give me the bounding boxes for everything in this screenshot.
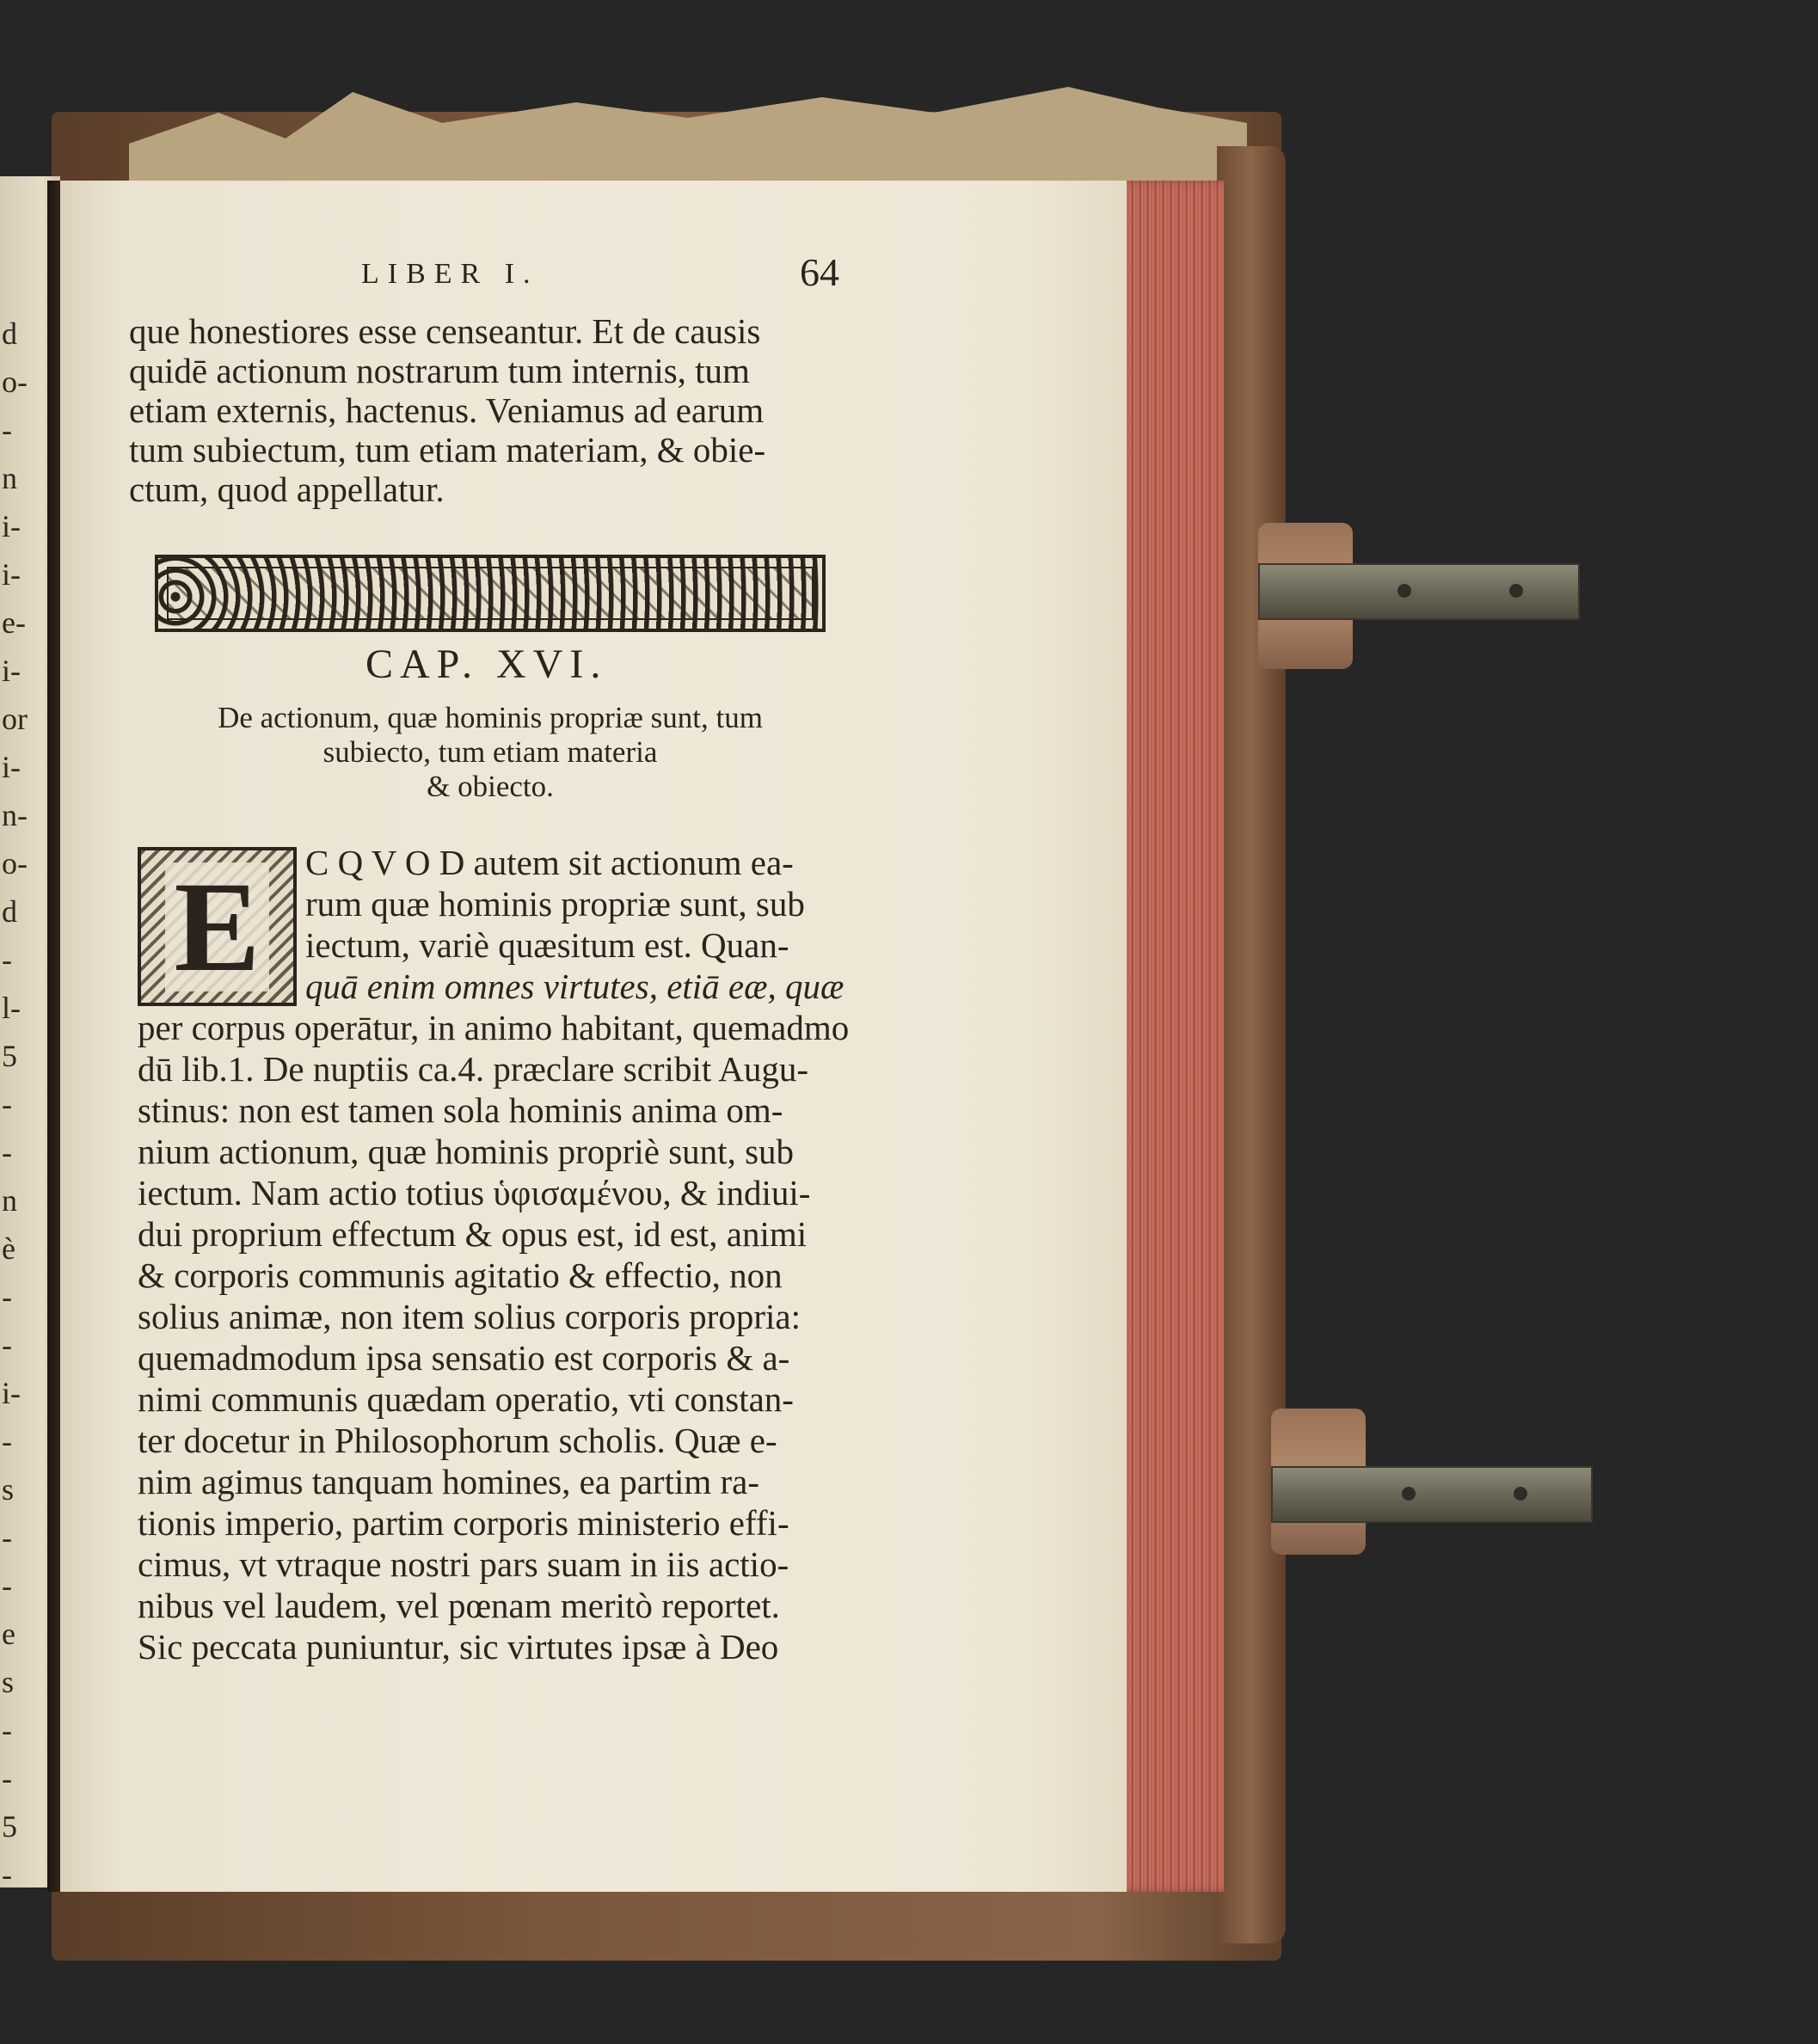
text-line: nim agimus tanquam homines, ea partim ra- bbox=[138, 1462, 760, 1501]
text-line: C Q V O D autem sit actionum ea- bbox=[305, 843, 794, 882]
left-page-fragment: n- bbox=[2, 798, 28, 832]
text-line: que honestiores esse censeantur. Et de causis bbox=[129, 311, 761, 351]
text-line: quā enim omnes virtutes, etiā eæ, quæ bbox=[305, 967, 845, 1006]
left-page-fragment: o- bbox=[2, 846, 28, 881]
left-page-fragment: i- bbox=[2, 750, 21, 784]
left-page-fragment: l- bbox=[2, 991, 21, 1025]
left-page-fragment: n bbox=[2, 461, 17, 495]
summary-line: subiecto, tum etiam materia bbox=[322, 735, 658, 769]
left-page-fragment: - bbox=[2, 1424, 12, 1458]
left-page-fragment: - bbox=[2, 942, 12, 977]
left-page-fragment: o- bbox=[2, 365, 28, 399]
running-head: LIBER I. bbox=[361, 258, 539, 290]
left-page-fragment: 5 bbox=[2, 1039, 17, 1073]
left-page-fragment: or bbox=[2, 702, 28, 736]
left-page-fragment: e bbox=[2, 1906, 15, 1940]
left-page-fragment: - bbox=[2, 1857, 12, 1892]
left-page-fragment: 5 bbox=[2, 1809, 17, 1844]
left-page-fragment: s bbox=[2, 1472, 15, 1507]
left-page-fragment: - bbox=[2, 1087, 12, 1121]
text-line: dui proprium effectum & opus est, id est, animi bbox=[138, 1214, 808, 1254]
text-line: nium actionum, quæ hominis propriè sunt, sub bbox=[138, 1132, 795, 1171]
summary-line: De actionum, quæ hominis propriæ sunt, tum bbox=[218, 701, 763, 734]
page-number: 64 bbox=[800, 250, 839, 294]
text-line: dū lib.1. De nuptiis ca.4. præclare scribit Augu- bbox=[138, 1049, 808, 1089]
text-line: Sic peccata puniuntur, sic virtutes ipsæ à Deo bbox=[138, 1627, 779, 1667]
text-line: solius animæ, non item solius corporis propria: bbox=[138, 1297, 801, 1336]
text-line: cimus, vt vtraque nostri pars suam in iis actio- bbox=[138, 1544, 789, 1584]
text-line: rum quæ hominis propriæ sunt, sub bbox=[305, 884, 805, 924]
text-line: nimi communis quædam operatio, vti constan- bbox=[138, 1379, 794, 1419]
left-page-fragment: - bbox=[2, 1568, 12, 1603]
left-page-fragment: i- bbox=[2, 654, 21, 688]
text-line: quidē actionum nostrarum tum internis, tum bbox=[129, 351, 750, 390]
left-page-fragment: - bbox=[2, 1713, 12, 1747]
text-line: & corporis communis agitatio & effectio, non bbox=[138, 1255, 783, 1295]
text-line: quemadmodum ipsa sensatio est corporis & a- bbox=[138, 1338, 790, 1378]
left-page-fragment: - bbox=[2, 1761, 12, 1795]
text-line: tionis imperio, partim corporis ministerio effi- bbox=[138, 1503, 789, 1543]
left-page-fragment: d bbox=[2, 316, 17, 351]
left-page-fragment: è bbox=[2, 1231, 15, 1266]
text-line: stinus: non est tamen sola hominis anima om- bbox=[138, 1090, 783, 1130]
left-page-fragment: - bbox=[2, 1328, 12, 1362]
left-page-fragment: s bbox=[2, 1665, 15, 1699]
text-line: ter docetur in Philosophorum scholis. Quæ e- bbox=[138, 1421, 777, 1460]
drop-cap-initial bbox=[138, 847, 297, 1006]
left-page-fragment: e bbox=[2, 1617, 15, 1651]
text-line: per corpus operātur, in animo habitant, quemadmo bbox=[138, 1008, 850, 1047]
text-line: iectum. Nam actio totius ὑφισαμένου, & indiui- bbox=[138, 1173, 811, 1212]
chapter-title: CAP. XVI. bbox=[365, 641, 608, 687]
left-page-fragment: - bbox=[2, 413, 12, 447]
ornamental-headpiece bbox=[155, 555, 826, 632]
left-page-fragment: d bbox=[2, 894, 17, 929]
torn-page-top bbox=[129, 82, 1247, 185]
summary-line: & obiecto. bbox=[427, 770, 554, 803]
cover-fore-edge bbox=[1217, 146, 1286, 1943]
text-line: nibus vel laudem, vel pœnam meritò reportet. bbox=[138, 1586, 780, 1625]
drop-cap-letter: E bbox=[165, 862, 268, 991]
left-page-fragment: i- bbox=[2, 1376, 21, 1410]
text-line: etiam externis, hactenus. Veniamus ad earum bbox=[129, 390, 765, 430]
left-page-fragment: e- bbox=[2, 605, 26, 640]
left-page-fragment: n bbox=[2, 1183, 17, 1218]
left-page-fragment: - bbox=[2, 1520, 12, 1555]
left-page-fragment: - bbox=[2, 1280, 12, 1314]
text-line: tum subiectum, tum etiam materiam, & obie- bbox=[129, 430, 766, 470]
text-line: iectum, variè quæsitum est. Quan- bbox=[305, 925, 789, 965]
left-page-fragment: i- bbox=[2, 509, 21, 543]
left-page-fragment: i- bbox=[2, 557, 21, 592]
text-line: ctum, quod appellatur. bbox=[129, 470, 445, 509]
left-page-fragment: - bbox=[2, 1135, 12, 1169]
